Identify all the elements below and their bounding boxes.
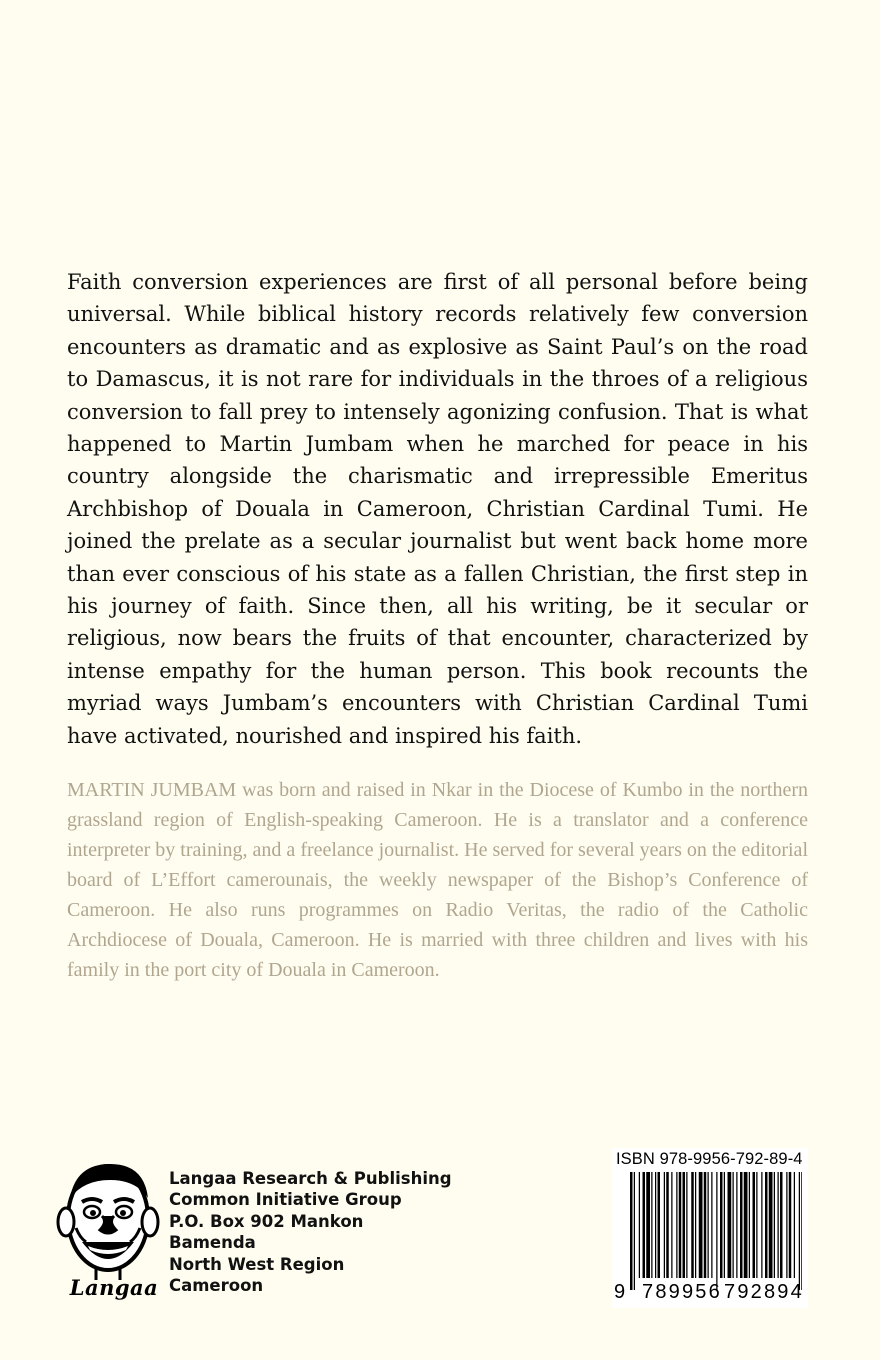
barcode-bar — [774, 1172, 775, 1278]
publisher-logo — [56, 1158, 166, 1308]
barcode-bar — [683, 1172, 686, 1278]
barcode-bar — [749, 1172, 750, 1278]
barcode-bar — [651, 1172, 652, 1278]
barcode-bar — [728, 1172, 732, 1278]
barcode-bar — [711, 1172, 712, 1278]
address-line: North West Region — [169, 1254, 345, 1274]
barcode-bar — [634, 1172, 635, 1290]
address-line: Common Initiative Group — [169, 1190, 402, 1210]
publisher-block — [56, 1158, 486, 1308]
barcode-bar — [778, 1172, 779, 1278]
barcode-bar — [716, 1172, 717, 1290]
barcode-bar — [664, 1172, 665, 1278]
barcode-bar — [643, 1172, 646, 1278]
logo-wordmark: Langaa — [69, 1275, 159, 1300]
author-bio: MARTIN JUMBAM was born and raised in Nkar in the Diocese of Kumbo in the northern grassland region of English-speaking Cameroon. He is a translator and a conference interpreter by training, and a freelance journalist. He served for several years on the editorial board of L’Effort camerounais, the weekly newspaper of the Bishop’s Conference of Cameroon. He also runs programmes on Radio Veritas, the radio of the Catholic Archdiocese of Douala, Cameroon. He is married with three children and lives with his family in the port city of Douala in Cameroon. — [67, 779, 808, 981]
barcode-bar — [794, 1172, 795, 1278]
barcode-bar — [699, 1172, 703, 1278]
barcode-bar — [679, 1172, 682, 1278]
barcode-bar — [801, 1172, 802, 1290]
barcode-digits-right: 792894 — [724, 1281, 804, 1303]
barcode-digits-left: 789956 — [642, 1281, 722, 1303]
address-line: Cameroon — [169, 1276, 264, 1296]
address-line: P.O. Box 902 Mankon — [169, 1211, 364, 1231]
barcode-bar — [666, 1172, 669, 1278]
barcode-block — [612, 1148, 808, 1308]
barcode-bar — [676, 1172, 677, 1278]
barcode-bar — [799, 1172, 800, 1290]
barcode-bar — [646, 1172, 650, 1278]
barcode-bar — [691, 1172, 694, 1278]
barcode-bar — [740, 1172, 743, 1278]
face-logo-icon — [56, 1158, 166, 1280]
address-line: Langaa Research & Publishing — [169, 1169, 452, 1188]
barcode-bar — [786, 1172, 787, 1278]
barcode-bar — [780, 1172, 783, 1278]
barcode-bar — [789, 1172, 792, 1278]
barcode-bar — [630, 1172, 633, 1290]
barcode-digit-first: 9 — [614, 1281, 626, 1303]
publisher-address — [169, 1168, 452, 1296]
barcode-bar — [761, 1172, 762, 1278]
barcode-bar — [704, 1172, 707, 1278]
barcode-bar — [671, 1172, 672, 1278]
barcode-bar — [708, 1172, 709, 1278]
barcode-bar — [724, 1172, 725, 1278]
barcode-bar — [695, 1172, 696, 1278]
barcode-bar — [736, 1172, 737, 1278]
isbn-label: ISBN 978-9956-792-89-4 — [616, 1150, 803, 1168]
barcode-bar — [744, 1172, 748, 1278]
barcode-bar — [639, 1172, 640, 1278]
barcode-bar — [655, 1172, 656, 1278]
barcode-bar — [733, 1172, 734, 1278]
barcode-bar — [686, 1172, 687, 1278]
barcode-bar — [756, 1172, 757, 1278]
barcode-bar — [765, 1172, 768, 1278]
address-line: Bamenda — [169, 1233, 256, 1253]
barcode-bar — [658, 1172, 661, 1278]
barcode-bar — [769, 1172, 773, 1278]
barcode-bar — [753, 1172, 756, 1278]
barcode-bar — [720, 1172, 723, 1278]
barcode-bars-icon — [630, 1172, 802, 1290]
book-blurb: Faith conversion experiences are first of all personal before being universal. While biblical history records relatively few conversion encounters as dramatic and as explosive as Saint Paul’s on the road to Damascus, it is not rare for individuals in the throes of a religious conversion to fall prey to intensely agonizing confusion. That is what happened to Martin Jumbam when he marched for peace in his country alongside the charismatic and irrepressible Emeritus Archbishop of Douala in Cameroon, Christian Cardinal Tumi. He joined the prelate as a secular journalist but went back home more than ever conscious of his state as a fallen Christian, the first step in his journey of faith. Since then, all his writing, be it secular or religious, now bears the fruits of that encounter, characterized by intense empathy for the human person. This book recounts the myriad ways Jumbam’s encounters with Christian Cardinal Tumi have activated, nourished and inspired his faith. — [67, 270, 808, 748]
